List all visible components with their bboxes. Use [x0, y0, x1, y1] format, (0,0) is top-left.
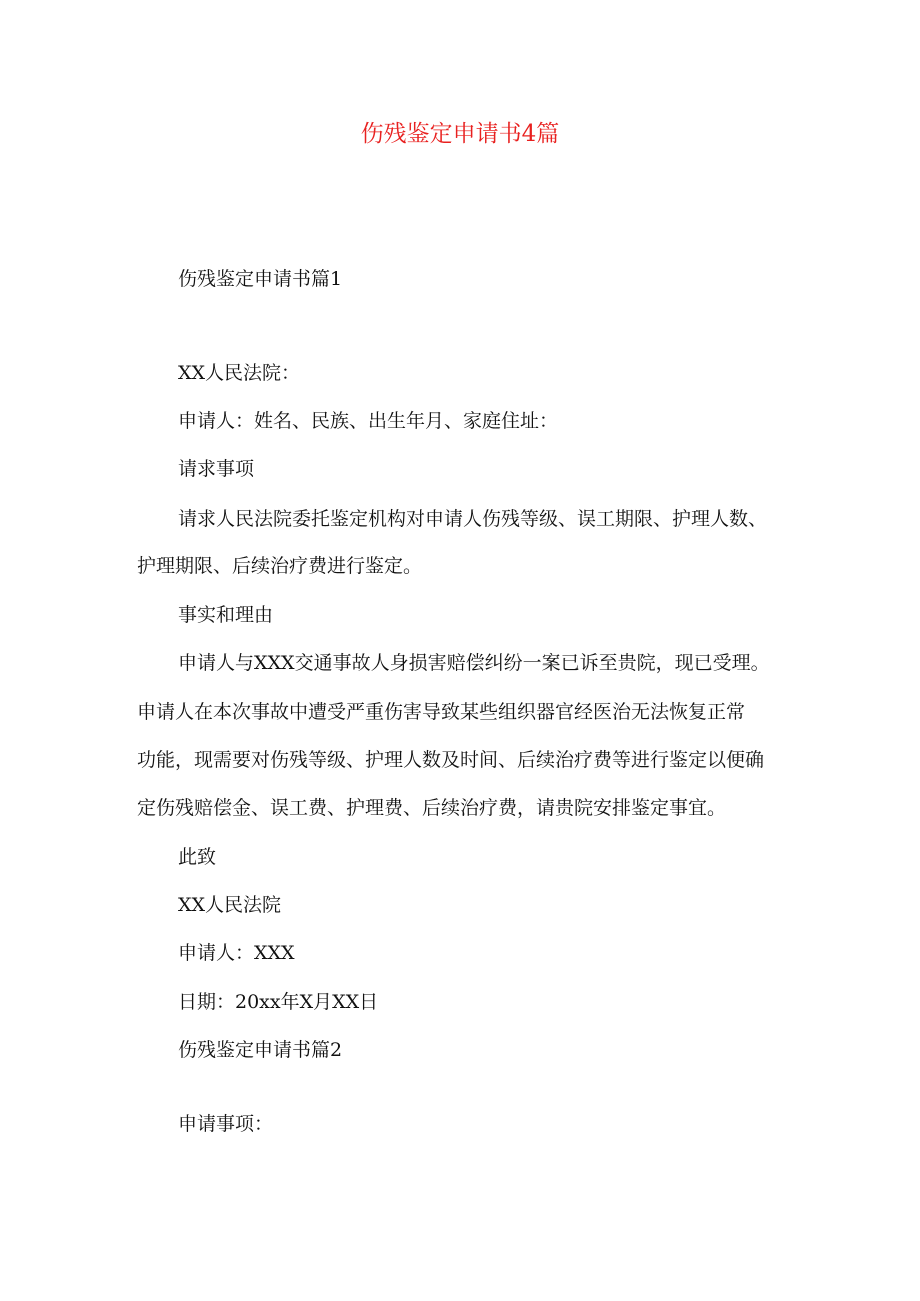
request-heading: 请求事项 — [178, 458, 255, 480]
section-heading-2: 伤残鉴定申请书篇2 — [178, 1039, 343, 1061]
facts-line-3: 功能，现需要对伤残等级、护理人数及时间、后续治疗费等进行鉴定以便确 — [137, 749, 765, 771]
court-name: XX人民法院 — [178, 894, 282, 916]
applicant-info: 申请人：姓名、民族、出生年月、家庭住址： — [178, 410, 559, 432]
facts-line-2: 申请人在本次事故中遭受严重伤害导致某些组织器官经医治无法恢复正常 — [137, 701, 746, 723]
request-line-2: 护理期限、后续治疗费进行鉴定。 — [137, 555, 423, 577]
facts-heading: 事实和理由 — [178, 604, 274, 626]
addressee: XX人民法院： — [178, 362, 301, 384]
applicant-signature: 申请人：XXX — [178, 942, 295, 964]
facts-line-1: 申请人与XXX交通事故人身损害赔偿纠纷一案已诉至贵院，现已受理。 — [178, 652, 770, 674]
facts-line-4: 定伤残赔偿金、误工费、护理费、后续治疗费，请贵院安排鉴定事宜。 — [137, 797, 727, 819]
request-line-1: 请求人民法院委托鉴定机构对申请人伤残等级、误工期限、护理人数、 — [178, 508, 768, 530]
application-items-heading: 申请事项： — [178, 1113, 274, 1135]
date-line: 日期：20xx年X月XX日 — [178, 991, 379, 1013]
document-title: 伤残鉴定申请书4篇 — [360, 121, 560, 147]
section-heading-1: 伤残鉴定申请书篇1 — [178, 268, 343, 290]
closing-salutation: 此致 — [178, 846, 217, 868]
